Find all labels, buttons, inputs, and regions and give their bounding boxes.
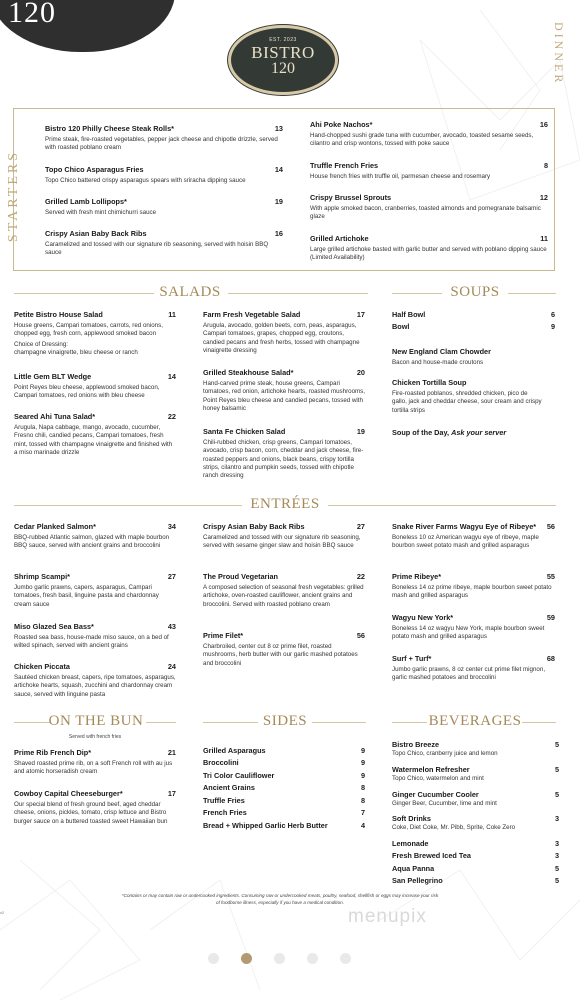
item-price: 27 — [356, 522, 365, 531]
menu-item — [45, 124, 283, 153]
menu-item — [392, 814, 559, 832]
divider — [146, 722, 176, 723]
menu-item — [14, 662, 176, 699]
item-description: Hand-chopped sushi grade tuna with cucumber, avocado, toasted sesame seeds, cilantro and crisp wontons, tossed with poke sauce — [310, 132, 534, 148]
dressing-options: champagne vinaigrette, bleu cheese or ranch — [14, 348, 138, 356]
item-description: House french fries with truffle oil, parmesan cheese and rosemary — [310, 173, 491, 180]
item-name: Chicken Tortilla Soup — [392, 378, 467, 387]
item-price: 3 — [554, 839, 559, 848]
item-name: Seared Ahi Tuna Salad* — [14, 412, 96, 421]
menu-item — [392, 310, 555, 319]
item-description: Roasted sea bass, house-made miso sauce, on a bed of wilted spinach, served with ancient grains — [14, 634, 169, 650]
item-description: Sautéed chicken breast, capers, ripe tomatoes, asparagus, artichoke hearts, squash, zucchini and chardonnay cream sauce, served with linguine pasta — [14, 674, 176, 698]
item-description: Ginger Beer, Cucumber, lime and mint — [392, 800, 497, 807]
item-price: 56 — [546, 522, 555, 531]
menu-item — [14, 748, 176, 777]
menu-item — [203, 746, 365, 755]
item-description: BBQ-rubbed Atlantic salmon, glazed with maple bourbon BBQ sauce, served with ancient grains and broccolini — [14, 534, 170, 550]
soup-day-note: Ask your server — [451, 428, 507, 437]
item-price: 5 — [554, 876, 559, 885]
item-description: Jumbo garlic prawns, capers, asparagus, Campari tomatoes, fresh basil, linguine pasta and chardonnay cream sauce — [14, 584, 159, 608]
dinner-label: DINNER — [552, 22, 566, 86]
item-description: With apple smoked bacon, cranberries, toasted almonds and pomegranate balsamic glaze — [310, 205, 541, 221]
item-name: Ahi Poke Nachos* — [310, 120, 373, 129]
dressing-label: Choice of Dressing: — [14, 340, 68, 348]
item-name: Grilled Lamb Lollipops* — [45, 197, 127, 206]
divider — [14, 505, 242, 506]
item-description: Caramelized and tossed with our signature rib seasoning, served with sesame ginger slaw and hoisin BBQ sauce — [203, 534, 361, 550]
item-price: 11 — [168, 310, 176, 319]
item-price: 16 — [274, 229, 283, 238]
item-name: Bowl — [392, 322, 410, 331]
item-description: Topo Chico, watermelon and mint — [392, 775, 484, 782]
menu-item — [392, 322, 555, 331]
item-price: 12 — [539, 193, 548, 202]
item-name: Grilled Asparagus — [203, 746, 266, 755]
menu-item — [203, 821, 365, 830]
item-description: Shaved roasted prime rib, on a soft French roll with au jus and atomic horseradish cream — [14, 760, 173, 776]
corner-badge-text: 120 — [8, 0, 56, 29]
item-description: Charbroiled, center cut 8 oz prime filet, roasted mushrooms, herb butter with our garlic mashed potatoes and broccolini — [203, 643, 358, 667]
item-name: Tri Color Cauliflower — [203, 771, 275, 780]
item-name: Half Bowl — [392, 310, 426, 319]
menu-item — [392, 876, 559, 885]
item-price: 5 — [554, 864, 559, 873]
menu-item — [310, 234, 548, 263]
menu-item — [203, 427, 365, 480]
menu-item — [392, 740, 559, 758]
item-price: 9 — [360, 771, 365, 780]
item-name: Watermelon Refresher — [392, 765, 470, 774]
page-dot[interactable] — [307, 953, 318, 964]
menu-item — [203, 758, 365, 767]
item-price: 22 — [167, 412, 176, 421]
version-label: v2 — [0, 910, 5, 915]
item-name: Truffle Fries — [203, 796, 245, 805]
menu-item — [392, 839, 559, 848]
bun-title: ON THE BUN — [48, 713, 144, 729]
item-name: Shrimp Scampi* — [14, 572, 70, 581]
menu-item — [310, 193, 548, 222]
item-price: 27 — [167, 572, 176, 581]
item-price: 21 — [167, 748, 176, 757]
item-name: Petite Bistro House Salad — [14, 310, 103, 319]
item-name: Aqua Panna — [392, 864, 435, 873]
menu-item — [392, 864, 559, 873]
divider — [392, 722, 427, 723]
menu-item — [14, 310, 176, 357]
item-description: A composed selection of seasonal fresh vegetables: grilled artichoke, oven-roasted cauliflower, ancient grains and broccolini. Served with roasted poblano cream — [203, 584, 364, 608]
item-name: Ginger Cucumber Cooler — [392, 790, 479, 799]
page-dot[interactable] — [274, 953, 285, 964]
divider — [228, 293, 368, 294]
menu-item — [392, 654, 555, 683]
corner-badge — [0, 0, 175, 52]
item-price: 16 — [539, 120, 548, 129]
menu-item — [203, 572, 365, 609]
item-price: 14 — [274, 165, 283, 174]
soup-day-label: Soup of the Day, — [392, 428, 450, 437]
menu-item — [310, 120, 548, 149]
item-name: Surf + Turf* — [392, 654, 432, 663]
item-description: Boneless 14 oz prime ribeye, maple bourbon sweet potato mash and grilled asparagus — [392, 584, 552, 600]
item-price: 68 — [546, 654, 555, 663]
item-description: Large grilled artichoke basted with garlic butter and served with poblano dipping sauce (Limited Availability) — [310, 246, 547, 262]
menu-item — [203, 796, 365, 805]
menu-item — [203, 368, 365, 413]
menu-item — [392, 851, 559, 860]
restaurant-logo — [228, 25, 338, 95]
item-name: Miso Glazed Sea Bass* — [14, 622, 94, 631]
page-dot-active[interactable] — [241, 953, 252, 964]
item-description: Point Reyes bleu cheese, applewood smoked bacon, Campari tomatoes, red onions with bleu cheese — [14, 384, 160, 400]
menu-item — [392, 522, 555, 551]
menu-item — [14, 572, 176, 609]
bun-note: Served with french fries — [68, 734, 122, 740]
item-description: Topo Chico battered crispy asparagus spears with sriracha dipping sauce — [45, 177, 246, 184]
item-name: Crispy Asian Baby Back Ribs — [45, 229, 147, 238]
item-price: 19 — [274, 197, 283, 206]
item-name: Bistro 120 Philly Cheese Steak Rolls* — [45, 124, 174, 133]
menu-item — [45, 197, 283, 217]
item-description: Jumbo garlic prawns, 8 oz center cut prime filet mignon, garlic mashed potatoes and broccolini — [392, 666, 546, 682]
divider — [312, 722, 366, 723]
item-description: Arugula, avocado, golden beets, corn, peas, asparagus, Campari tomatoes, grapes, chopped egg, croutons, candied pecans and fresh herbs, tossed with champagne vinaigrette dressing — [203, 322, 360, 354]
menu-item — [14, 789, 176, 826]
divider — [508, 293, 556, 294]
item-description: Prime steak, fire-roasted vegetables, pepper jack cheese and chipotle drizzle, served with roasted poblano cream — [45, 136, 278, 152]
item-description: Our special blend of fresh ground beef, aged cheddar cheese, onions, pickles, tomato, crisp lettuce and Bistro burger sauce on a buttered toasted sweet Hawaiian bun — [14, 801, 168, 825]
menu-item — [392, 378, 542, 415]
item-name: Snake River Farms Wagyu Eye of Ribeye* — [392, 522, 537, 531]
menu-item — [392, 765, 559, 783]
item-price: 5 — [554, 765, 559, 774]
item-description: House greens, Campari tomatoes, carrots, red onions, chopped egg, fresh corn, applewood smoked bacon — [14, 322, 163, 338]
sides-title: SIDES — [262, 713, 308, 729]
item-price: 4 — [360, 821, 365, 830]
menu-item — [14, 372, 176, 401]
item-price: 9 — [360, 758, 365, 767]
item-name: Bread + Whipped Garlic Herb Butter — [203, 821, 328, 830]
item-price: 34 — [167, 522, 176, 531]
item-price: 20 — [356, 368, 365, 377]
menu-item — [45, 229, 283, 258]
menu-item — [310, 161, 548, 181]
item-name — [392, 428, 506, 437]
item-name: Grilled Steakhouse Salad* — [203, 368, 294, 377]
entrees-title: ENTRÉES — [250, 496, 320, 512]
item-name: Topo Chico Asparagus Fries — [45, 165, 144, 174]
allergen-footnote: *Contains or may contain raw or undercooked ingredients. Consuming raw or undercooked meats, poultry, seafood, shellfish or eggs may increase your risk of foodborne illness, especially if you have a medical condition. — [121, 893, 439, 905]
item-price: 55 — [546, 572, 555, 581]
item-price: 43 — [167, 622, 176, 631]
item-price: 9 — [360, 746, 365, 755]
item-name: Crispy Asian Baby Back Ribs — [203, 522, 305, 531]
item-name: Santa Fe Chicken Salad — [203, 427, 286, 436]
menu-item — [45, 165, 283, 185]
menu-item — [392, 347, 555, 367]
logo-established: EST. 2023 — [269, 37, 297, 43]
item-price: 8 — [360, 783, 365, 792]
salads-title: SALADS — [159, 284, 221, 300]
item-description: Served with fresh mint chimichurri sauce — [45, 209, 157, 216]
item-name: Prime Ribeye* — [392, 572, 442, 581]
item-price: 19 — [356, 427, 365, 436]
item-description: Arugula, Napa cabbage, mango, avocado, cucumber, Fresno chili, candied pecans, Campari tomatoes, fresh mint, tossed with champagne vinaigrette and finished with a miso marinade drizzle — [14, 424, 173, 456]
menu-item — [392, 613, 555, 642]
watermark-logo: menupix — [348, 906, 427, 927]
item-description: Coke, Diet Coke, Mr. Pibb, Sprite, Coke Zero — [392, 824, 516, 831]
item-name: Soft Drinks — [392, 814, 431, 823]
menu-item — [14, 412, 176, 457]
menu-item — [14, 622, 176, 651]
menu-item — [392, 572, 555, 601]
menu-item — [14, 522, 176, 551]
beverages-title: BEVERAGES — [428, 713, 522, 729]
item-name: Crispy Brussel Sprouts — [310, 193, 392, 202]
item-description: Boneless 10 oz American wagyu eye of ribeye, maple bourbon sweet potato mash and grilled asparagus — [392, 534, 539, 550]
item-name: Prime Filet* — [203, 631, 244, 640]
item-price: 17 — [167, 789, 176, 798]
logo-number: 120 — [271, 60, 295, 77]
item-price: 9 — [550, 322, 555, 331]
divider — [203, 722, 258, 723]
item-name: Ancient Grains — [203, 783, 255, 792]
item-name: Cowboy Capital Cheeseburger* — [14, 789, 123, 798]
item-price: 6 — [550, 310, 555, 319]
item-name: Grilled Artichoke — [310, 234, 369, 243]
page-dot[interactable] — [208, 953, 219, 964]
item-price: 56 — [356, 631, 365, 640]
item-name: Broccolini — [203, 758, 239, 767]
item-price: 5 — [554, 740, 559, 749]
item-name: Bistro Breeze — [392, 740, 440, 749]
divider — [392, 293, 442, 294]
item-price: 14 — [167, 372, 176, 381]
menu-item — [203, 808, 365, 817]
item-name: Fresh Brewed Iced Tea — [392, 851, 471, 860]
pagination-dots — [208, 953, 351, 964]
divider — [328, 505, 556, 506]
menu-item — [392, 428, 555, 437]
item-price: 7 — [360, 808, 365, 817]
divider — [14, 293, 154, 294]
starters-title: STARTERS — [6, 150, 21, 243]
item-price: 8 — [360, 796, 365, 805]
soups-title: SOUPS — [450, 284, 500, 300]
menu-item — [203, 631, 365, 668]
item-name: Wagyu New York* — [392, 613, 454, 622]
menu-item — [392, 790, 559, 808]
item-description: Chili-rubbed chicken, crisp greens, Campari tomatoes, avocado, crisp bacon, corn, cheddar and jack cheese, fire-roasted peppers and onions, black beans, crispy tortilla strips, cilantro and pumpkin seeds, tossed with chipotle ranch dressing — [203, 439, 364, 480]
item-description: Caramelized and tossed with our signature rib seasoning, served with hoisin BBQ sauce — [45, 241, 269, 257]
item-price: 11 — [540, 234, 548, 243]
item-price: 8 — [543, 161, 548, 170]
item-name: Lemonade — [392, 839, 429, 848]
item-name: Cedar Planked Salmon* — [14, 522, 96, 531]
divider — [522, 722, 556, 723]
item-price: 59 — [546, 613, 555, 622]
item-price: 24 — [167, 662, 176, 671]
item-name: Little Gem BLT Wedge — [14, 372, 92, 381]
logo-name: BISTRO — [251, 43, 315, 62]
item-description: Bacon and house-made croutons — [392, 359, 484, 366]
item-description: Fire-roasted poblanos, shredded chicken, pico de gallo, jack and cheddar cheese, sour cream and crispy tortilla strips — [392, 390, 542, 414]
item-price: 22 — [356, 572, 365, 581]
item-description: Topo Chico, cranberry juice and lemon — [392, 750, 498, 757]
item-name: French Fries — [203, 808, 247, 817]
item-price: 17 — [356, 310, 365, 319]
item-name: Farm Fresh Vegetable Salad — [203, 310, 301, 319]
item-name: San Pellegrino — [392, 876, 443, 885]
item-price: 3 — [554, 814, 559, 823]
item-price: 3 — [554, 851, 559, 860]
item-name: New England Clam Chowder — [392, 347, 491, 356]
item-description: Boneless 14 oz wagyu New York, maple bourbon sweet potato mash and grilled asparagus — [392, 625, 545, 641]
item-price: 13 — [274, 124, 283, 133]
item-name: Chicken Piccata — [14, 662, 70, 671]
divider — [14, 722, 50, 723]
item-price: 5 — [554, 790, 559, 799]
page-dot[interactable] — [340, 953, 351, 964]
item-name: Prime Rib French Dip* — [14, 748, 92, 757]
menu-item — [203, 783, 365, 792]
menu-item — [203, 522, 365, 551]
item-name: Truffle French Fries — [310, 161, 379, 170]
item-description: Hand-carved prime steak, house greens, Campari tomatoes, red onion, artichoke hearts, roasted mushrooms, Point Reyes bleu cheese and candied pecans, tossed with honey balsamic — [203, 380, 365, 412]
item-name: The Proud Vegetarian — [203, 572, 279, 581]
menu-item — [203, 310, 365, 355]
menu-item — [203, 771, 365, 780]
